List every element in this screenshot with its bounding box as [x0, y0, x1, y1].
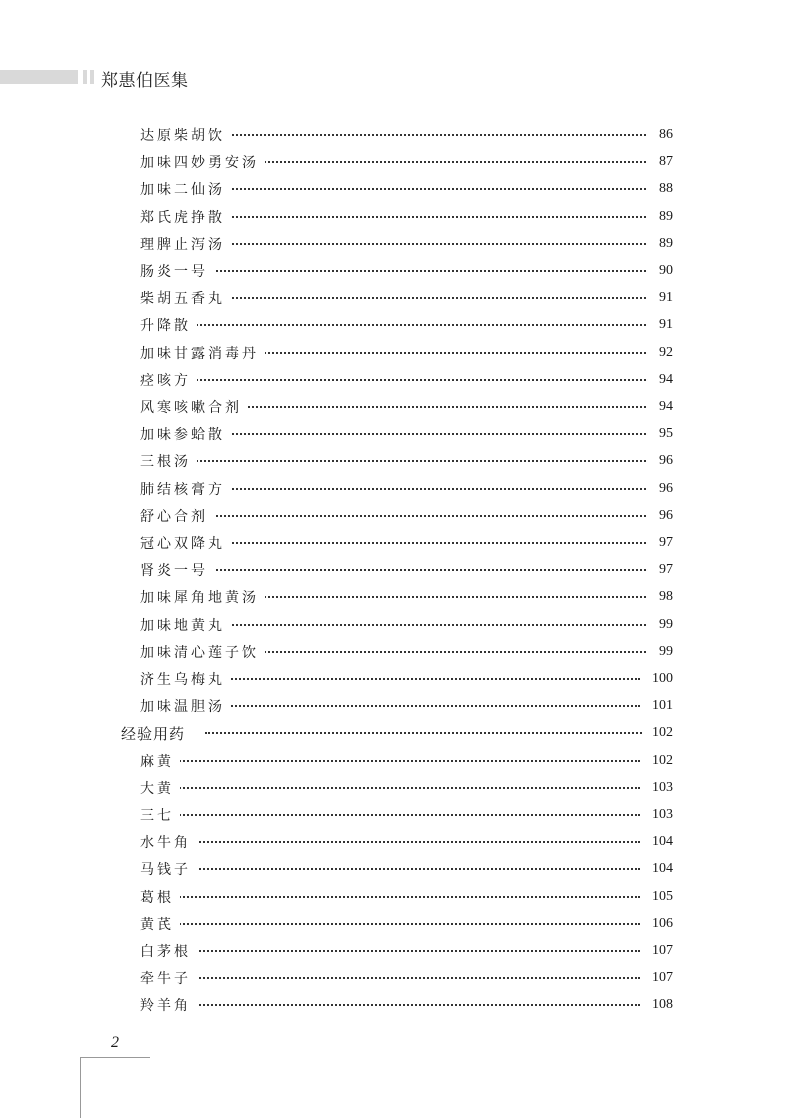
toc-entry-title: 舒心合剂: [140, 506, 214, 526]
toc-entry[interactable]: [0, 505, 800, 527]
toc-entry-title: 理脾止泻汤: [140, 234, 231, 254]
toc-entry-page: 96: [659, 453, 673, 469]
dot-leader: [140, 1004, 640, 1006]
toc-entry-page: 88: [659, 181, 673, 197]
toc-entry-title: 加味四妙勇安汤: [140, 152, 265, 172]
toc-entry-page: 101: [652, 698, 673, 714]
header-decor-tick: [90, 70, 94, 84]
toc-entry-title: 加味犀角地黄汤: [140, 587, 265, 607]
toc-entry-title: 马钱子: [140, 859, 197, 879]
toc-entry[interactable]: [0, 151, 800, 173]
toc-entry-page: 96: [659, 507, 673, 523]
toc-entry-title: 肺结核膏方: [140, 479, 231, 499]
toc-entry-title: 柴胡五香丸: [140, 288, 231, 308]
toc-entry[interactable]: [0, 695, 800, 717]
toc-entry[interactable]: [0, 831, 800, 853]
toc-entry-page: 104: [652, 834, 673, 850]
toc-entry[interactable]: [0, 777, 800, 799]
toc-entry-title: 达原柴胡饮: [140, 125, 231, 145]
dot-leader: [140, 460, 646, 462]
toc-entry-page: 90: [659, 263, 673, 278]
dot-leader: [140, 950, 640, 952]
toc-entry-page: 100: [652, 671, 673, 686]
toc-entry-title: 加味二仙汤: [140, 179, 231, 199]
toc-entry-page: 94: [659, 399, 673, 414]
toc-entry[interactable]: [0, 913, 800, 935]
toc-entry[interactable]: [0, 532, 800, 554]
toc-entry[interactable]: [0, 641, 800, 663]
footer-rule: [80, 1057, 150, 1058]
toc-entry[interactable]: [0, 423, 800, 445]
dot-leader: [205, 732, 642, 734]
toc-entry-title: 葛根: [140, 887, 180, 907]
toc-entry-page: 97: [659, 535, 673, 550]
toc-entry-title: 济生乌梅丸: [140, 669, 231, 689]
toc-entry-page: 105: [652, 888, 673, 904]
toc-entry-page: 97: [659, 562, 673, 578]
dot-leader: [140, 787, 640, 789]
toc-entry[interactable]: [0, 369, 800, 391]
toc-entry-page: 102: [652, 725, 673, 741]
toc-entry-page: 94: [659, 371, 673, 387]
dot-leader: [140, 841, 640, 843]
dot-leader: [140, 977, 640, 979]
footer-rule-vertical: [80, 1057, 81, 1118]
toc-entry-title: 冠心双降丸: [140, 533, 231, 553]
dot-leader: [140, 814, 640, 816]
toc-entry-title: 麻黄: [140, 751, 180, 771]
dot-leader: [140, 324, 646, 326]
dot-leader: [140, 923, 640, 925]
toc-entry[interactable]: [0, 287, 800, 309]
toc-entry-page: 106: [652, 915, 673, 931]
toc-entry-title: 三七: [140, 805, 180, 825]
toc-entry-page: 104: [652, 861, 673, 877]
dot-leader: [140, 868, 640, 870]
toc-entry-title: 白茅根: [140, 941, 197, 961]
toc-entry[interactable]: [0, 124, 800, 146]
toc-entry-page: 107: [652, 943, 673, 958]
toc-entry-page: 91: [659, 317, 673, 333]
toc-entry[interactable]: [0, 668, 800, 690]
toc-entry[interactable]: [0, 586, 800, 608]
toc-entry-page: 107: [652, 970, 673, 986]
toc-entry[interactable]: [0, 614, 800, 636]
toc-entry-page: 99: [659, 616, 673, 632]
toc-entry-page: 96: [659, 480, 673, 496]
toc-entry-title: 大黄: [140, 778, 180, 798]
toc-entry-page: 87: [659, 154, 673, 170]
toc-entry-title: 升降散: [140, 315, 197, 335]
running-header-title: 郑惠伯医集: [101, 71, 189, 91]
toc-entry[interactable]: [0, 559, 800, 581]
toc-entry-title: 郑氏虎挣散: [140, 207, 231, 227]
toc-entry-page: 103: [652, 779, 673, 795]
toc-entry[interactable]: [0, 314, 800, 336]
toc-entry-page: 98: [659, 589, 673, 605]
toc-entry[interactable]: [0, 967, 800, 989]
toc-entry[interactable]: [0, 478, 800, 500]
toc-entry[interactable]: [0, 858, 800, 880]
toc-entry[interactable]: [0, 886, 800, 908]
toc-entry-title: 加味地黄丸: [140, 615, 231, 635]
header-decor-bar: [0, 70, 78, 84]
toc-entry-title: 加味参蛤散: [140, 424, 231, 444]
toc-entry-page: 92: [659, 344, 673, 360]
toc-entry-page: 91: [659, 290, 673, 306]
toc-entry-page: 103: [652, 807, 673, 822]
toc-entry-title: 羚羊角: [140, 995, 197, 1015]
toc-entry-title: 加味温胆汤: [140, 696, 231, 716]
toc-entry[interactable]: [0, 396, 800, 418]
toc-entry-title: 黄芪: [140, 914, 180, 934]
toc-entry[interactable]: [0, 450, 800, 472]
toc-entry-title: 风寒咳嗽合剂: [140, 397, 248, 417]
toc-entry-title: 加味清心莲子饮: [140, 642, 265, 662]
toc-entry[interactable]: [0, 233, 800, 255]
toc-entry[interactable]: [0, 940, 800, 962]
toc-entry[interactable]: [0, 260, 800, 282]
toc-entry-page: 102: [652, 752, 673, 768]
page-number: 2: [111, 1034, 119, 1051]
dot-leader: [140, 896, 640, 898]
toc-entry[interactable]: [0, 804, 800, 826]
toc-entry-title: 水牛角: [140, 832, 197, 852]
dot-leader: [140, 569, 646, 571]
toc-entry[interactable]: [0, 342, 800, 364]
toc-entry-title: 三根汤: [140, 451, 197, 471]
dot-leader: [140, 760, 640, 762]
toc-section[interactable]: [0, 722, 800, 744]
toc-entry[interactable]: [0, 178, 800, 200]
toc-entry-title: 痉咳方: [140, 370, 197, 390]
toc-entry-title: 加味甘露消毒丹: [140, 343, 265, 363]
dot-leader: [140, 515, 646, 517]
dot-leader: [140, 270, 646, 272]
dot-leader: [140, 379, 646, 381]
header-decor-tick: [83, 70, 87, 84]
toc-entry-page: 108: [652, 997, 673, 1013]
toc-entry-page: 86: [659, 127, 673, 142]
toc-entry[interactable]: [0, 750, 800, 772]
toc-entry-page: 89: [659, 235, 673, 251]
toc-entry-page: 99: [659, 643, 673, 659]
toc-entry-page: 89: [659, 208, 673, 224]
toc-entry[interactable]: [0, 206, 800, 228]
toc-entry-title: 牵牛子: [140, 968, 197, 988]
toc-entry-title: 肠炎一号: [140, 261, 214, 281]
toc-entry-page: 95: [659, 426, 673, 442]
toc-entry-title: 经验用药: [121, 723, 191, 744]
toc-entry-title: 肾炎一号: [140, 560, 214, 580]
toc-entry[interactable]: [0, 994, 800, 1016]
